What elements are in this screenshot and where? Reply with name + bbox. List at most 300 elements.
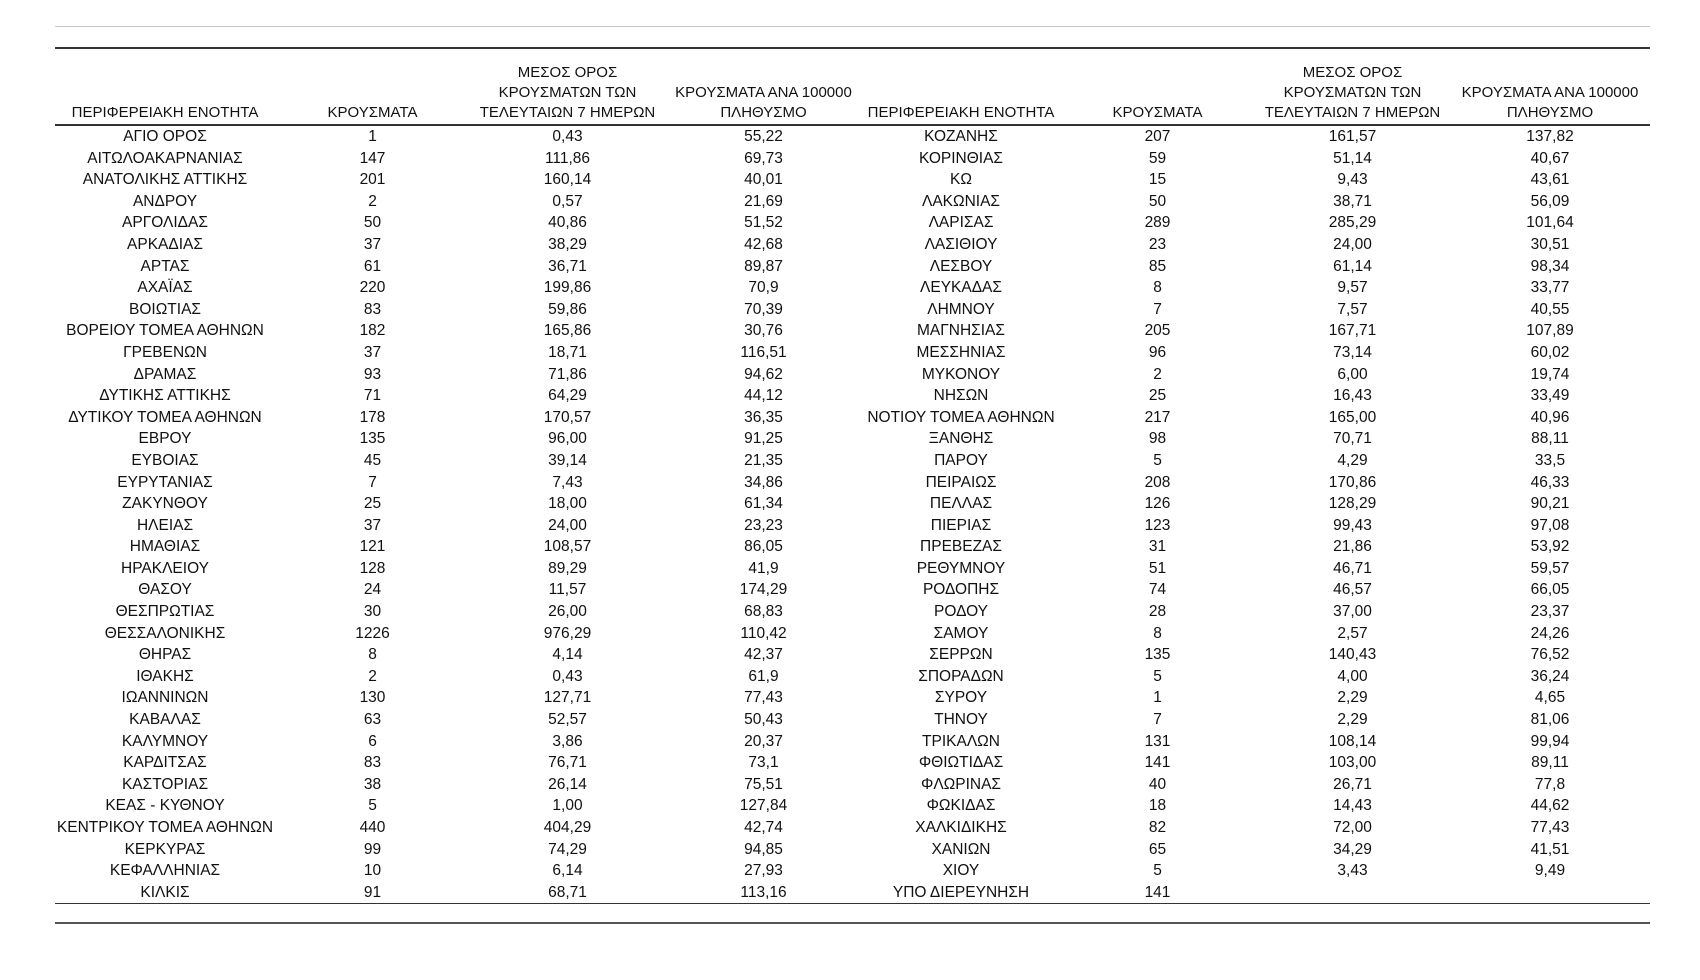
table-row — [55, 558, 1650, 580]
cell-per100k-left: 77,43 — [744, 689, 783, 707]
cell-per100k-right: 33,77 — [1530, 279, 1570, 297]
table-row — [55, 579, 1650, 601]
cell-per100k-left: 94,85 — [744, 840, 783, 858]
cell-avg7-right: 21,86 — [1333, 538, 1372, 556]
table-row — [55, 795, 1650, 817]
header-avg7-left: ΜΕΣΟΣ ΟΡΟΣ ΚΡΟΥΣΜΑΤΩΝ ΤΩΝ ΤΕΛΕΥΤΑΙΩΝ 7 ΗΜΕΡΩΝ — [479, 64, 656, 121]
cell-per100k-right: 24,26 — [1530, 624, 1570, 642]
cell-region-right: ΠΕΙΡΑΙΩΣ — [925, 473, 997, 491]
cell-region-left: ΑΝΔΡΟΥ — [132, 192, 198, 210]
cell-per100k-right: 30,51 — [1530, 235, 1570, 253]
cell-avg7-left: 38,29 — [548, 235, 587, 253]
table-row — [55, 364, 1650, 386]
cell-avg7-left: 199,86 — [543, 279, 592, 297]
cell-avg7-right: 99,43 — [1333, 516, 1372, 534]
header-region-left: ΠΕΡΙΦΕΡΕΙΑΚΗ ΕΝΟΤΗΤΑ — [71, 104, 259, 121]
cell-region-right: ΠΕΛΛΑΣ — [929, 495, 993, 513]
cell-avg7-right: 3,43 — [1337, 862, 1368, 880]
cell-avg7-left: 0,43 — [552, 667, 583, 685]
cell-region-right: ΠΡΕΒΕΖΑΣ — [920, 538, 1002, 556]
cell-cases-left: 147 — [359, 149, 386, 167]
cell-avg7-right: 165,00 — [1328, 408, 1377, 426]
cell-region-right: ΤΡΙΚΑΛΩΝ — [922, 732, 1000, 750]
cell-cases-left: 93 — [363, 365, 382, 383]
cell-region-left: ΙΘΑΚΗΣ — [136, 667, 194, 685]
cell-cases-right: 18 — [1148, 797, 1167, 815]
cell-avg7-left: 71,86 — [548, 365, 587, 383]
cell-cases-left: 8 — [368, 646, 377, 664]
cell-avg7-right: 4,29 — [1337, 451, 1368, 469]
cell-region-left: ΙΩΑΝΝΙΝΩΝ — [121, 689, 209, 707]
cell-region-left: ΚΕΝΤΡΙΚΟΥ ΤΟΜΕΑ ΑΘΗΝΩΝ — [56, 819, 274, 836]
cell-cases-right: 40 — [1148, 775, 1167, 793]
table-row — [55, 256, 1650, 278]
cell-avg7-right: 2,57 — [1337, 624, 1368, 642]
cell-cases-right: 5 — [1153, 451, 1162, 469]
cell-region-left: ΚΑΡΔΙΤΣΑΣ — [123, 754, 207, 772]
table-row — [55, 536, 1650, 558]
table-row — [55, 342, 1650, 364]
header-cases-left: ΚΡΟΥΣΜΑΤΑ — [327, 104, 418, 121]
cell-avg7-left: 68,71 — [548, 883, 587, 901]
cell-avg7-left: 96,00 — [548, 430, 587, 448]
cell-region-right: ΡΕΘΥΜΝΟΥ — [916, 559, 1006, 577]
cell-per100k-left: 61,34 — [744, 495, 783, 513]
cell-region-right: ΜΕΣΣΗΝΙΑΣ — [916, 343, 1006, 361]
cell-per100k-right: 90,21 — [1530, 495, 1570, 513]
cell-region-left: ΘΗΡΑΣ — [138, 646, 192, 664]
cell-avg7-left: 165,86 — [543, 322, 592, 340]
cell-cases-right: 15 — [1148, 171, 1167, 189]
cell-region-left: ΑΧΑΪΑΣ — [137, 279, 193, 297]
cell-cases-left: 37 — [363, 516, 382, 534]
cell-per100k-left: 21,69 — [744, 192, 783, 210]
cell-region-left: ΗΡΑΚΛΕΙΟΥ — [121, 559, 209, 577]
cell-cases-right: 208 — [1144, 473, 1171, 491]
cell-per100k-left: 116,51 — [740, 343, 787, 361]
cell-per100k-right: 77,43 — [1530, 819, 1570, 836]
cell-avg7-left: 40,86 — [548, 214, 587, 232]
cell-avg7-left: 6,14 — [552, 862, 583, 880]
cell-per100k-left: 174,29 — [739, 581, 788, 599]
cell-avg7-right: 4,00 — [1337, 667, 1368, 685]
cell-region-left: ΚΑΛΥΜΝΟΥ — [121, 732, 209, 750]
cell-region-left: ΑΓΙΟ ΟΡΟΣ — [123, 128, 207, 145]
cell-avg7-right: 128,29 — [1328, 495, 1377, 513]
cell-region-right: ΠΙΕΡΙΑΣ — [930, 516, 992, 534]
cell-region-right: ΠΑΡΟΥ — [934, 451, 988, 469]
cell-cases-right: 50 — [1148, 192, 1167, 210]
cell-per100k-right: 66,05 — [1530, 581, 1570, 599]
cell-cases-left: 24 — [363, 581, 382, 599]
cell-cases-left: 83 — [363, 754, 382, 772]
cell-region-right: ΛΑΡΙΣΑΣ — [928, 214, 994, 232]
cell-region-left: ΑΡΚΑΔΙΑΣ — [127, 235, 203, 253]
cell-region-left: ΓΡΕΒΕΝΩΝ — [123, 343, 207, 361]
cell-cases-right: 207 — [1144, 128, 1171, 145]
cell-per100k-left: 70,39 — [744, 300, 783, 318]
cell-cases-left: 37 — [363, 343, 382, 361]
cell-cases-left: 220 — [359, 279, 386, 297]
cell-cases-left: 135 — [359, 430, 386, 448]
cell-cases-right: 51 — [1148, 559, 1167, 577]
cell-per100k-right: 59,57 — [1530, 559, 1570, 577]
header-per100k-left: ΚΡΟΥΣΜΑΤΑ ΑΝΑ 100000 ΠΛΗΘΥΣΜΟ — [675, 84, 852, 121]
cell-avg7-left: 26,14 — [548, 775, 587, 793]
cell-per100k-right: 98,34 — [1530, 257, 1570, 275]
cell-cases-left: 63 — [363, 711, 382, 729]
cell-per100k-left: 73,1 — [748, 754, 779, 772]
cell-region-right: ΛΑΣΙΘΙΟΥ — [924, 235, 998, 253]
cell-region-right: ΛΑΚΩΝΙΑΣ — [921, 192, 1001, 210]
table-row — [55, 472, 1650, 494]
cell-avg7-left: 160,14 — [543, 171, 592, 189]
cell-per100k-right: 101,64 — [1526, 214, 1574, 232]
cell-per100k-right: 89,11 — [1531, 754, 1569, 772]
cell-region-left: ΘΑΣΟΥ — [138, 581, 192, 599]
cell-region-left: ΚΕΦΑΛΛΗΝΙΑΣ — [109, 862, 221, 880]
cell-per100k-left: 127,84 — [739, 797, 788, 815]
cell-cases-left: 130 — [359, 689, 386, 707]
cell-avg7-right: 103,00 — [1328, 754, 1377, 772]
cell-per100k-right: 36,24 — [1530, 667, 1570, 685]
cell-per100k-right: 40,55 — [1530, 300, 1570, 318]
cell-region-right: ΥΠΟ ΔΙΕΡΕΥΝΗΣΗ — [892, 883, 1030, 901]
cell-region-right: ΚΟΖΑΝΗΣ — [924, 128, 998, 145]
cell-cases-right: 31 — [1148, 538, 1167, 556]
bottom-divider — [55, 922, 1650, 924]
cell-avg7-left: 108,57 — [543, 538, 592, 556]
cell-per100k-left: 50,43 — [744, 711, 783, 729]
table-row — [55, 450, 1650, 472]
cell-per100k-right: 53,92 — [1530, 538, 1570, 556]
cell-cases-right: 7 — [1153, 300, 1162, 318]
cell-region-right: ΝΗΣΩΝ — [933, 387, 989, 405]
cell-region-right: ΡΟΔΟΥ — [934, 603, 988, 621]
cell-avg7-right: 14,43 — [1333, 797, 1372, 815]
cell-per100k-right: 33,49 — [1530, 387, 1570, 405]
table-row — [55, 169, 1650, 191]
cell-cases-left: 83 — [363, 300, 382, 318]
cell-avg7-left: 59,86 — [548, 300, 587, 318]
cell-cases-right: 25 — [1148, 387, 1167, 405]
cell-cases-right: 123 — [1144, 516, 1171, 534]
table-row — [55, 212, 1650, 234]
cell-per100k-right: 40,96 — [1530, 408, 1570, 426]
cell-cases-left: 91 — [363, 883, 382, 901]
table-row — [55, 666, 1650, 688]
table-body — [55, 126, 1650, 903]
table-row — [55, 601, 1650, 623]
cell-region-left: ΑΝΑΤΟΛΙΚΗΣ ΑΤΤΙΚΗΣ — [82, 171, 248, 189]
cell-per100k-right: 81,06 — [1530, 711, 1570, 729]
cell-cases-left: 25 — [363, 495, 382, 513]
cell-avg7-right: 46,57 — [1333, 581, 1372, 599]
cell-cases-right: 289 — [1144, 214, 1171, 232]
table-row — [55, 191, 1650, 213]
cell-region-left: ΑΙΤΩΛΟΑΚΑΡΝΑΝΙΑΣ — [87, 149, 243, 167]
cell-region-right: ΜΑΓΝΗΣΙΑΣ — [917, 322, 1005, 340]
cell-per100k-left: 42,37 — [744, 646, 783, 664]
cell-per100k-left: 68,83 — [744, 603, 783, 621]
cell-region-right: ΡΟΔΟΠΗΣ — [922, 581, 1000, 599]
cell-per100k-left: 69,73 — [744, 149, 783, 167]
cell-region-right: ΜΥΚΟΝΟΥ — [921, 365, 1001, 383]
cell-per100k-left: 30,76 — [744, 322, 783, 340]
cell-cases-right: 96 — [1148, 343, 1167, 361]
cell-cases-right: 82 — [1148, 819, 1167, 836]
cell-per100k-right: 60,02 — [1530, 343, 1570, 361]
cell-region-right: ΣΠΟΡΑΔΩΝ — [918, 667, 1004, 685]
table-row — [55, 428, 1650, 450]
cell-per100k-right: 23,37 — [1530, 603, 1570, 621]
cell-per100k-left: 86,05 — [744, 538, 783, 556]
cell-cases-left: 440 — [359, 819, 386, 836]
cell-per100k-left: 36,35 — [744, 408, 783, 426]
cell-avg7-right: 9,57 — [1337, 279, 1368, 297]
cell-cases-left: 1 — [368, 128, 377, 145]
cell-avg7-left: 976,29 — [543, 624, 592, 642]
cell-avg7-right: 61,14 — [1333, 257, 1372, 275]
cell-per100k-left: 89,87 — [744, 257, 783, 275]
table-row — [55, 774, 1650, 796]
cell-region-right: ΧΑΛΚΙΔΙΚΗΣ — [915, 819, 1007, 836]
cell-per100k-left: 21,35 — [744, 451, 783, 469]
table-row — [55, 687, 1650, 709]
table-row — [55, 515, 1650, 537]
cell-cases-left: 5 — [368, 797, 377, 815]
table-row — [55, 277, 1650, 299]
cell-avg7-right: 7,57 — [1337, 300, 1368, 318]
cell-avg7-left: 1,00 — [552, 797, 583, 815]
table-row — [55, 234, 1650, 256]
cell-per100k-right: 88,11 — [1531, 430, 1569, 448]
cell-per100k-right: 43,61 — [1530, 171, 1570, 189]
cell-per100k-left: 27,93 — [744, 862, 783, 880]
cell-cases-left: 182 — [359, 322, 386, 340]
cell-cases-right: 59 — [1148, 149, 1167, 167]
table-header — [55, 60, 1650, 126]
table-row — [55, 644, 1650, 666]
cell-avg7-left: 404,29 — [543, 819, 592, 836]
cell-region-left: ΒΟΙΩΤΙΑΣ — [129, 300, 201, 318]
cell-avg7-left: 64,29 — [548, 387, 587, 405]
cell-cases-left: 1226 — [355, 624, 390, 642]
cell-avg7-right: 6,00 — [1337, 365, 1368, 383]
cell-region-left: ΕΥΒΟΙΑΣ — [131, 451, 199, 469]
cell-per100k-right: 137,82 — [1526, 128, 1574, 145]
cell-cases-right: 2 — [1153, 365, 1162, 383]
cell-avg7-right: 73,14 — [1333, 343, 1372, 361]
cell-avg7-right: 16,43 — [1333, 387, 1372, 405]
table-row — [55, 493, 1650, 515]
cell-avg7-left: 18,00 — [548, 495, 587, 513]
cell-cases-right: 135 — [1144, 646, 1171, 664]
cell-region-left: ΗΜΑΘΙΑΣ — [129, 538, 201, 556]
cell-region-left: ΚΕΡΚΥΡΑΣ — [124, 840, 206, 858]
cell-cases-right: 74 — [1148, 581, 1167, 599]
cell-avg7-right: 2,29 — [1337, 711, 1368, 729]
table-row — [55, 839, 1650, 861]
cell-avg7-left: 111,86 — [544, 149, 591, 167]
cell-region-left: ΔΥΤΙΚΗΣ ΑΤΤΙΚΗΣ — [99, 387, 231, 405]
cell-avg7-left: 36,71 — [548, 257, 587, 275]
cell-region-right: ΛΕΣΒΟΥ — [929, 257, 993, 275]
cell-region-right: ΝΟΤΙΟΥ ΤΟΜΕΑ ΑΘΗΝΩΝ — [867, 408, 1055, 426]
cell-avg7-right: 72,00 — [1333, 819, 1372, 836]
cell-per100k-left: 75,51 — [744, 775, 783, 793]
cell-per100k-left: 44,12 — [744, 387, 783, 405]
cell-per100k-right: 46,33 — [1530, 473, 1570, 491]
cell-per100k-left: 42,74 — [744, 819, 783, 836]
cell-cases-right: 5 — [1153, 667, 1162, 685]
cell-avg7-right: 26,71 — [1333, 775, 1372, 793]
cell-region-right: ΞΑΝΘΗΣ — [928, 430, 994, 448]
cell-avg7-left: 3,86 — [552, 732, 583, 750]
cell-region-left: ΖΑΚΥΝΘΟΥ — [122, 495, 208, 513]
cell-per100k-right: 77,8 — [1534, 775, 1566, 793]
table-row — [55, 882, 1650, 904]
cell-cases-left: 201 — [359, 171, 386, 189]
cell-cases-left: 45 — [363, 451, 382, 469]
cell-region-right: ΦΩΚΙΔΑΣ — [926, 797, 996, 815]
cell-per100k-left: 91,25 — [744, 430, 783, 448]
cell-region-right: ΧΑΝΙΩΝ — [931, 840, 991, 858]
cell-region-left: ΚΑΒΑΛΑΣ — [129, 711, 201, 729]
table-row — [55, 731, 1650, 753]
cell-per100k-left: 34,86 — [744, 473, 783, 491]
cell-region-left: ΕΒΡΟΥ — [138, 430, 192, 448]
cell-cases-left: 7 — [368, 473, 377, 491]
cell-cases-left: 6 — [368, 732, 377, 750]
cell-avg7-left: 127,71 — [543, 689, 592, 707]
cell-avg7-left: 0,43 — [552, 128, 583, 145]
cell-avg7-right: 9,43 — [1337, 171, 1368, 189]
cell-avg7-left: 89,29 — [548, 559, 587, 577]
table-row — [55, 623, 1650, 645]
cases-table — [55, 60, 1650, 904]
cell-cases-right: 7 — [1153, 711, 1162, 729]
header-per100k-right: ΚΡΟΥΣΜΑΤΑ ΑΝΑ 100000 ΠΛΗΘΥΣΜΟ — [1461, 84, 1639, 121]
cell-avg7-right: 70,71 — [1333, 430, 1372, 448]
cell-per100k-right: 56,09 — [1530, 192, 1570, 210]
cell-cases-left: 2 — [368, 667, 377, 685]
cell-per100k-right: 99,94 — [1530, 732, 1570, 750]
cell-region-left: ΚΑΣΤΟΡΙΑΣ — [121, 775, 209, 793]
cell-cases-left: 10 — [363, 862, 382, 880]
cell-region-left: ΘΕΣΠΡΩΤΙΑΣ — [115, 603, 215, 621]
cell-avg7-left: 170,57 — [543, 408, 592, 426]
cell-per100k-left: 94,62 — [744, 365, 783, 383]
cell-cases-right: 1 — [1153, 689, 1162, 707]
cell-region-right: ΦΛΩΡΙΝΑΣ — [920, 775, 1002, 793]
table-row — [55, 148, 1650, 170]
cell-per100k-right: 33,5 — [1534, 451, 1566, 469]
cell-per100k-right: 40,67 — [1530, 149, 1570, 167]
cell-region-right: ΦΘΙΩΤΙΔΑΣ — [918, 754, 1004, 772]
cell-cases-right: 131 — [1144, 732, 1171, 750]
cell-avg7-left: 11,57 — [548, 581, 587, 599]
table-bottom-rule — [55, 903, 1650, 904]
cell-per100k-left: 70,9 — [748, 279, 779, 297]
cell-cases-left: 30 — [363, 603, 382, 621]
cell-region-left: ΘΕΣΣΑΛΟΝΙΚΗΣ — [104, 624, 226, 642]
cell-region-left: ΑΡΓΟΛΙΔΑΣ — [122, 214, 208, 232]
cell-avg7-left: 18,71 — [548, 343, 587, 361]
cell-cases-left: 37 — [363, 235, 382, 253]
cell-avg7-right: 167,71 — [1328, 322, 1377, 340]
cell-region-left: ΕΥΡΥΤΑΝΙΑΣ — [117, 473, 213, 491]
table-row — [55, 407, 1650, 429]
cell-avg7-right: 38,71 — [1333, 192, 1372, 210]
cell-cases-right: 205 — [1144, 322, 1171, 340]
cell-avg7-left: 7,43 — [552, 473, 583, 491]
cell-avg7-left: 74,29 — [548, 840, 587, 858]
top-divider — [55, 26, 1650, 27]
table-row — [55, 860, 1650, 882]
cell-cases-right: 141 — [1144, 754, 1171, 772]
cell-cases-right: 8 — [1153, 279, 1162, 297]
cell-per100k-right: 41,51 — [1530, 840, 1570, 858]
cell-cases-left: 99 — [363, 840, 382, 858]
cell-per100k-left: 55,22 — [744, 128, 783, 145]
cell-avg7-left: 39,14 — [548, 451, 587, 469]
cell-per100k-left: 40,01 — [744, 171, 783, 189]
cell-cases-left: 61 — [363, 257, 382, 275]
header-avg7-right: ΜΕΣΟΣ ΟΡΟΣ ΚΡΟΥΣΜΑΤΩΝ ΤΩΝ ΤΕΛΕΥΤΑΙΩΝ 7 ΗΜΕΡΩΝ — [1264, 64, 1441, 121]
cell-avg7-left: 0,57 — [552, 192, 583, 210]
table-row — [55, 709, 1650, 731]
cell-region-right: ΣΕΡΡΩΝ — [929, 646, 993, 664]
cell-cases-right: 23 — [1148, 235, 1167, 253]
cell-cases-right: 8 — [1153, 624, 1162, 642]
cell-per100k-left: 42,68 — [744, 235, 783, 253]
cell-per100k-right: 4,65 — [1534, 689, 1566, 707]
cell-avg7-right: 2,29 — [1337, 689, 1368, 707]
cell-avg7-left: 52,57 — [548, 711, 587, 729]
cell-per100k-left: 20,37 — [744, 732, 783, 750]
cell-cases-right: 28 — [1148, 603, 1167, 621]
table-row — [55, 817, 1650, 839]
cell-cases-right: 217 — [1144, 408, 1171, 426]
table-top-rule — [55, 47, 1650, 49]
cell-avg7-left: 24,00 — [548, 516, 587, 534]
cell-region-right: ΚΩ — [950, 171, 972, 189]
table-row — [55, 320, 1650, 342]
cell-avg7-right: 46,71 — [1333, 559, 1372, 577]
cell-per100k-right: 44,62 — [1530, 797, 1570, 815]
cell-cases-left: 128 — [359, 559, 386, 577]
cell-avg7-left: 26,00 — [548, 603, 587, 621]
cell-region-right: ΣΥΡΟΥ — [934, 689, 988, 707]
cell-cases-left: 71 — [363, 387, 382, 405]
cell-avg7-right: 24,00 — [1333, 235, 1372, 253]
cell-avg7-right: 51,14 — [1333, 149, 1372, 167]
cell-region-left: ΚΕΑΣ - ΚΥΘΝΟΥ — [105, 797, 225, 815]
table-row — [55, 385, 1650, 407]
cell-per100k-left: 110,42 — [740, 624, 787, 642]
cell-avg7-right: 285,29 — [1328, 214, 1377, 232]
table-row — [55, 126, 1650, 148]
cell-avg7-right: 161,57 — [1328, 128, 1377, 145]
cell-per100k-right: 76,52 — [1530, 646, 1570, 664]
cell-cases-left: 121 — [359, 538, 386, 556]
cell-region-left: ΚΙΛΚΙΣ — [140, 883, 190, 901]
cell-cases-right: 141 — [1144, 883, 1171, 901]
cell-per100k-left: 23,23 — [744, 516, 783, 534]
cell-cases-left: 38 — [363, 775, 382, 793]
cell-region-left: ΑΡΤΑΣ — [140, 257, 190, 275]
